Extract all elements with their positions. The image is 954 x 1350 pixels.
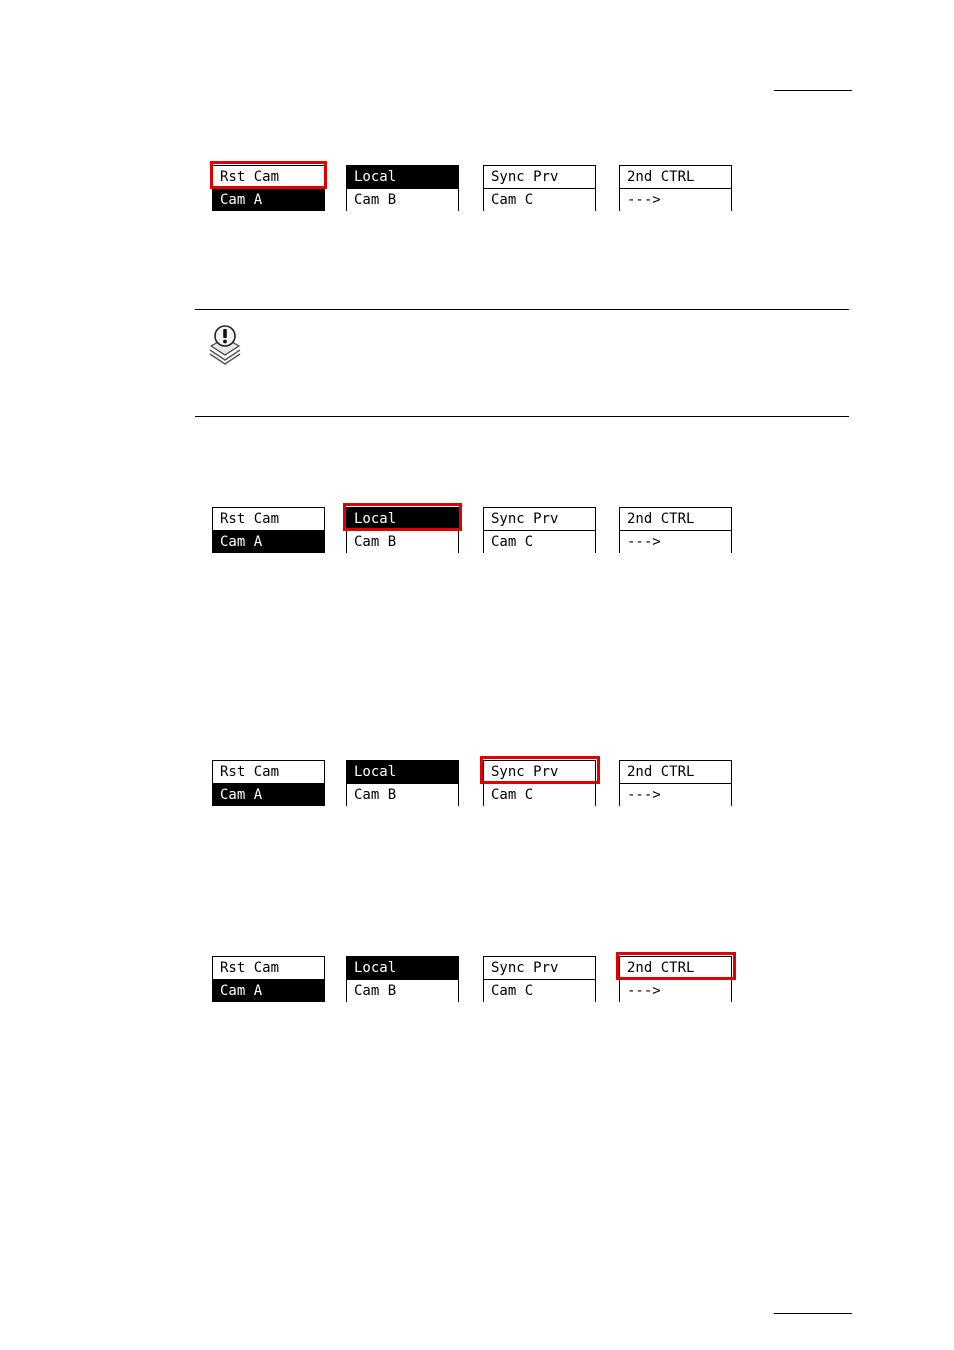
note-top-rule — [195, 309, 849, 310]
key-top-label: 2nd CTRL — [620, 508, 731, 531]
key-top-label: Rst Cam — [213, 166, 324, 189]
key-2[interactable] — [346, 507, 459, 553]
key-bottom-label: Cam A — [213, 189, 324, 211]
keypad-panel-1 — [0, 165, 954, 225]
note-bottom-rule — [195, 416, 849, 417]
key-top-label: Sync Prv — [484, 166, 595, 189]
key-top-label: Local — [347, 166, 458, 189]
key-bottom-label: Cam C — [484, 189, 595, 211]
key-top-label: Sync Prv — [484, 508, 595, 531]
key-1[interactable] — [212, 760, 325, 806]
key-1[interactable] — [212, 956, 325, 1002]
key-bottom-label: Cam C — [484, 980, 595, 1002]
keypad-panel-2 — [0, 507, 954, 567]
key-1[interactable] — [212, 165, 325, 211]
key-bottom-label: ---> — [620, 531, 731, 553]
key-1[interactable] — [212, 507, 325, 553]
key-2[interactable] — [346, 165, 459, 211]
key-bottom-label: Cam C — [484, 531, 595, 553]
key-4[interactable] — [619, 956, 732, 1002]
key-3[interactable] — [483, 507, 596, 553]
key-3[interactable] — [483, 956, 596, 1002]
key-bottom-label: Cam A — [213, 980, 324, 1002]
key-2[interactable] — [346, 760, 459, 806]
key-top-label: 2nd CTRL — [620, 957, 731, 980]
key-4[interactable] — [619, 165, 732, 211]
key-3[interactable] — [483, 760, 596, 806]
header-rule — [774, 90, 852, 91]
keypad-panel-4 — [0, 956, 954, 1016]
key-top-label: 2nd CTRL — [620, 761, 731, 784]
key-bottom-label: ---> — [620, 189, 731, 211]
key-bottom-label: Cam A — [213, 531, 324, 553]
key-top-label: 2nd CTRL — [620, 166, 731, 189]
key-bottom-label: Cam B — [347, 531, 458, 553]
key-2[interactable] — [346, 956, 459, 1002]
key-bottom-label: Cam B — [347, 784, 458, 806]
footer-rule — [774, 1313, 852, 1314]
key-bottom-label: Cam B — [347, 189, 458, 211]
key-top-label: Sync Prv — [484, 957, 595, 980]
key-top-label: Local — [347, 957, 458, 980]
key-bottom-label: Cam A — [213, 784, 324, 806]
key-4[interactable] — [619, 507, 732, 553]
key-4[interactable] — [619, 760, 732, 806]
key-top-label: Rst Cam — [213, 508, 324, 531]
key-top-label: Rst Cam — [213, 761, 324, 784]
key-top-label: Local — [347, 761, 458, 784]
key-bottom-label: ---> — [620, 980, 731, 1002]
key-bottom-label: Cam B — [347, 980, 458, 1002]
note-warning-icon — [206, 322, 244, 366]
keypad-panel-3 — [0, 760, 954, 820]
key-top-label: Local — [347, 508, 458, 531]
key-bottom-label: Cam C — [484, 784, 595, 806]
key-top-label: Sync Prv — [484, 761, 595, 784]
key-top-label: Rst Cam — [213, 957, 324, 980]
key-bottom-label: ---> — [620, 784, 731, 806]
key-3[interactable] — [483, 165, 596, 211]
